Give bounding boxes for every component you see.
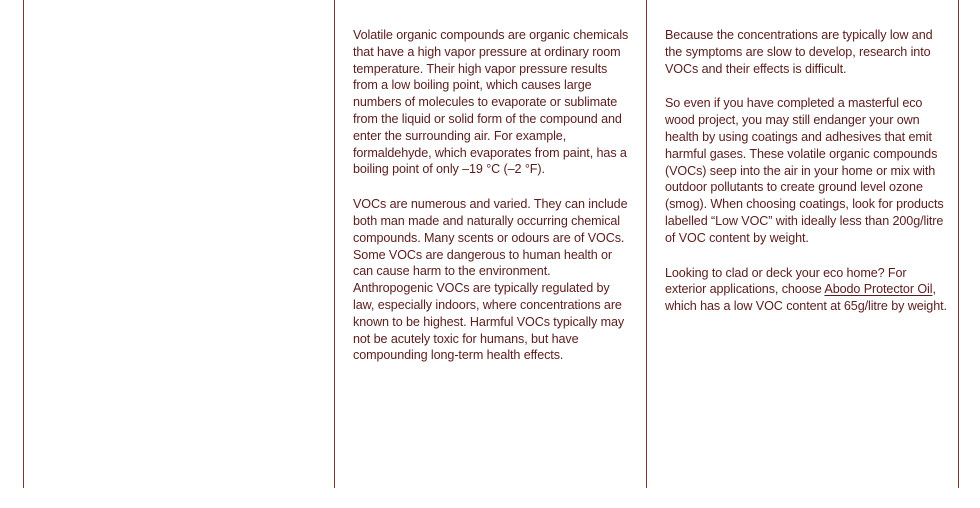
paragraph-voc-definition: Volatile organic compounds are organic chemicals that have a high vapor pressure at ordinary room temperature. Their high vapor pressure results from a low boiling point, which causes large numbers of molecules to evaporate or sublimate from the liquid or solid form of the compound and enter the surrounding air. For example, formaldehyde, which evaporates from paint, has a boiling point of only –19 °C (–2 °F).: [353, 28, 629, 177]
paragraph-coatings-advice: So even if you have completed a masterful eco wood project, you may still endanger your own health by using coatings and adhesives that emit harmful gases. These volatile organic compounds (VOCs) seep into the air in your home or mix with outdoor pollutants to create ground level ozone (smog). When choosing coatings, look for products labelled “Low VOC” with ideally less than 200g/litre of VOC content by weight.: [665, 96, 944, 245]
paragraph-voc-types: VOCs are numerous and varied. They can include both man made and naturally occurring chemical compounds. Many scents or odours are of VOCs. Some VOCs are dangerous to human health or can cause harm to the environment. Anthropogenic VOCs are typically regulated by law, especially indoors, where concentrations are known to be highest. Harmful VOCs typically may not be acutely toxic for humans, but have compounding long-term health effects.: [353, 197, 628, 363]
text-column-voc-definition: [353, 27, 633, 382]
column-divider-1: [23, 0, 24, 488]
column-divider-3: [646, 0, 647, 488]
column-divider-4: [958, 0, 959, 488]
abodo-protector-oil-link[interactable]: Abodo Protector Oil: [824, 282, 933, 297]
column-divider-2: [334, 0, 335, 488]
recommendation-text-after: , which has a low VOC content at 65g/litre by weight.: [665, 282, 947, 314]
paragraph-product-recommendation: [665, 265, 947, 315]
paragraph-research-difficulty: Because the concentrations are typically low and the symptoms are slow to develop, research into VOCs and their effects is difficult.: [665, 28, 933, 76]
recommendation-text-before: Looking to clad or deck your eco home? For exterior applications, choose: [665, 265, 907, 297]
text-column-voc-health: [665, 27, 947, 333]
